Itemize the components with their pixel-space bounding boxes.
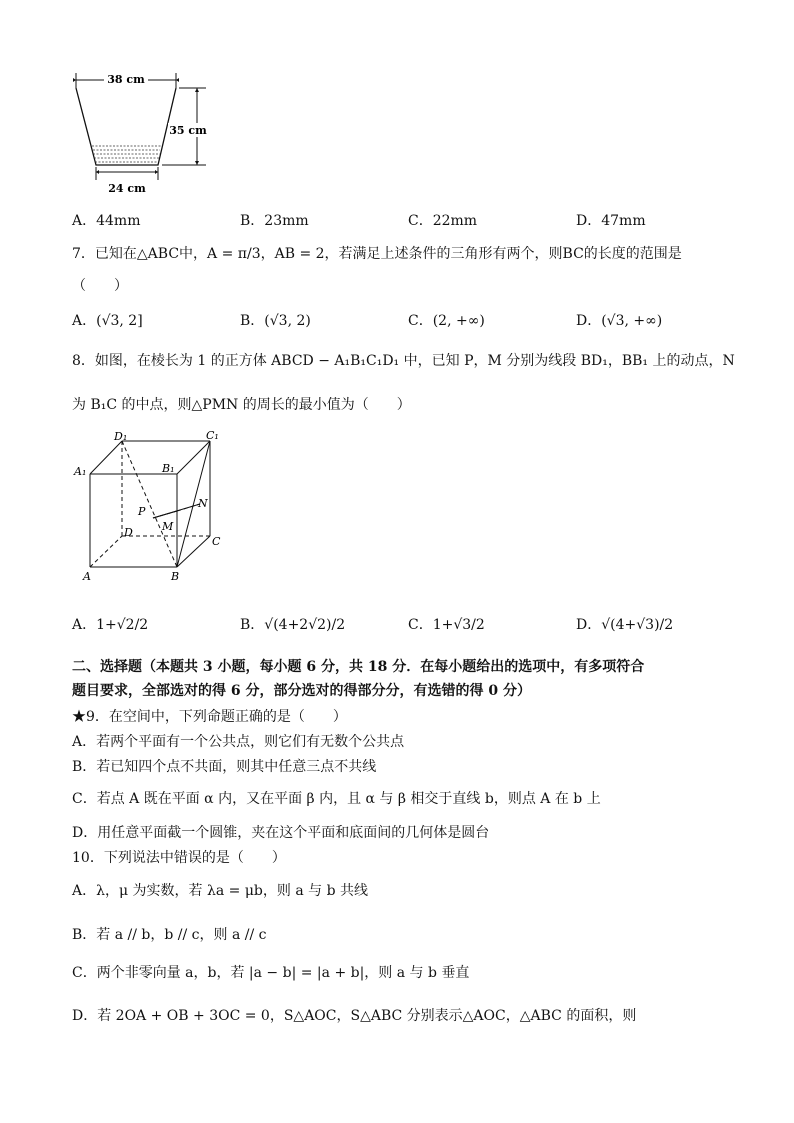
section2-heading-line2: 题目要求，全部选对的得 6 分，部分选对的得部分分，有选错的得 0 分） bbox=[72, 683, 531, 699]
q9-stem: ★9．在空间中，下列命题正确的是（ ） bbox=[72, 709, 347, 725]
top-dimension-label: 38 cm bbox=[107, 73, 145, 86]
cube-label-a1: A₁ bbox=[74, 465, 87, 478]
q9-option-b: B．若已知四个点不共面，则其中任意三点不共线 bbox=[72, 759, 377, 775]
q10-option-a: A．λ，μ 为实数，若 λa = μb，则 a 与 b 共线 bbox=[72, 883, 369, 899]
q8-stem-line1: 8．如图，在棱长为 1 的正方体 ABCD − A₁B₁C₁D₁ 中，已知 P，M 分别为线段 BD₁，BB₁ 上的动点，N bbox=[72, 353, 735, 369]
cube-label-d1: D₁ bbox=[114, 430, 128, 443]
q8-option-a: A．1+√2/2 bbox=[72, 617, 149, 633]
q7-stem: 7．已知在△ABC中，A = π/3，AB = 2，若满足上述条件的三角形有两个，则BC的长度的范围是 bbox=[72, 246, 682, 262]
q8-option-d: D．√(4+√3)/2 bbox=[576, 617, 674, 633]
q7-option-d: D．(√3, +∞) bbox=[576, 313, 663, 329]
q6-option-a: A．44mm bbox=[72, 213, 141, 229]
q7-paren: （ ） bbox=[72, 278, 128, 294]
q9-option-d: D．用任意平面截一个圆锥，夹在这个平面和底面间的几何体是圆台 bbox=[72, 825, 490, 841]
cube-label-p: P bbox=[138, 505, 146, 518]
q7-option-c: C．(2, +∞) bbox=[408, 313, 485, 329]
q6-option-c: C．22mm bbox=[408, 213, 478, 229]
q8-option-b: B．√(4+2√2)/2 bbox=[240, 617, 346, 633]
cube-label-b1: B₁ bbox=[162, 462, 175, 475]
cube-label-c1: C₁ bbox=[206, 430, 219, 442]
q8-option-c: C．1+√3/2 bbox=[408, 617, 485, 633]
side-dimension-label: 35 cm bbox=[169, 124, 207, 137]
q10-stem: 10．下列说法中错误的是（ ） bbox=[72, 850, 286, 866]
cube-label-n: N bbox=[198, 497, 208, 510]
q10-option-b: B．若 a // b，b // c，则 a // c bbox=[72, 927, 267, 943]
q10-option-d: D．若 2OA + OB + 3OC = 0，S△AOC，S△ABC 分别表示△AOC，△ABC 的面积，则 bbox=[72, 1008, 637, 1024]
q6-option-b: B．23mm bbox=[240, 213, 309, 229]
section2-heading-line1: 二、选择题（本题共 3 小题，每小题 6 分，共 18 分．在每小题给出的选项中，有多项符合 bbox=[72, 659, 645, 675]
q6-option-d: D．47mm bbox=[576, 213, 646, 229]
cube-label-a: A bbox=[83, 570, 91, 583]
bottom-dimension-label: 24 cm bbox=[108, 182, 146, 195]
q9-option-a: A．若两个平面有一个公共点，则它们有无数个公共点 bbox=[72, 734, 405, 750]
cube-label-c: C bbox=[212, 535, 221, 548]
cube-label-m: M bbox=[162, 520, 174, 533]
cube-label-b: B bbox=[171, 570, 180, 583]
q7-option-a: A．(√3, 2] bbox=[72, 313, 143, 329]
q9-option-c: C．若点 A 既在平面 α 内，又在平面 β 内，且 α 与 β 相交于直线 b，则点 A 在 b 上 bbox=[72, 791, 601, 807]
q10-option-c: C．两个非零向量 a，b，若 |a − b| = |a + b|，则 a 与 b 垂直 bbox=[72, 965, 470, 981]
q7-option-b: B．(√3, 2) bbox=[240, 313, 311, 329]
bucket-figure bbox=[66, 68, 216, 198]
q8-stem-line2: 为 B₁C 的中点，则△PMN 的周长的最小值为（ ） bbox=[72, 397, 411, 413]
cube-figure bbox=[70, 430, 230, 585]
cube-label-d: D bbox=[124, 526, 133, 539]
